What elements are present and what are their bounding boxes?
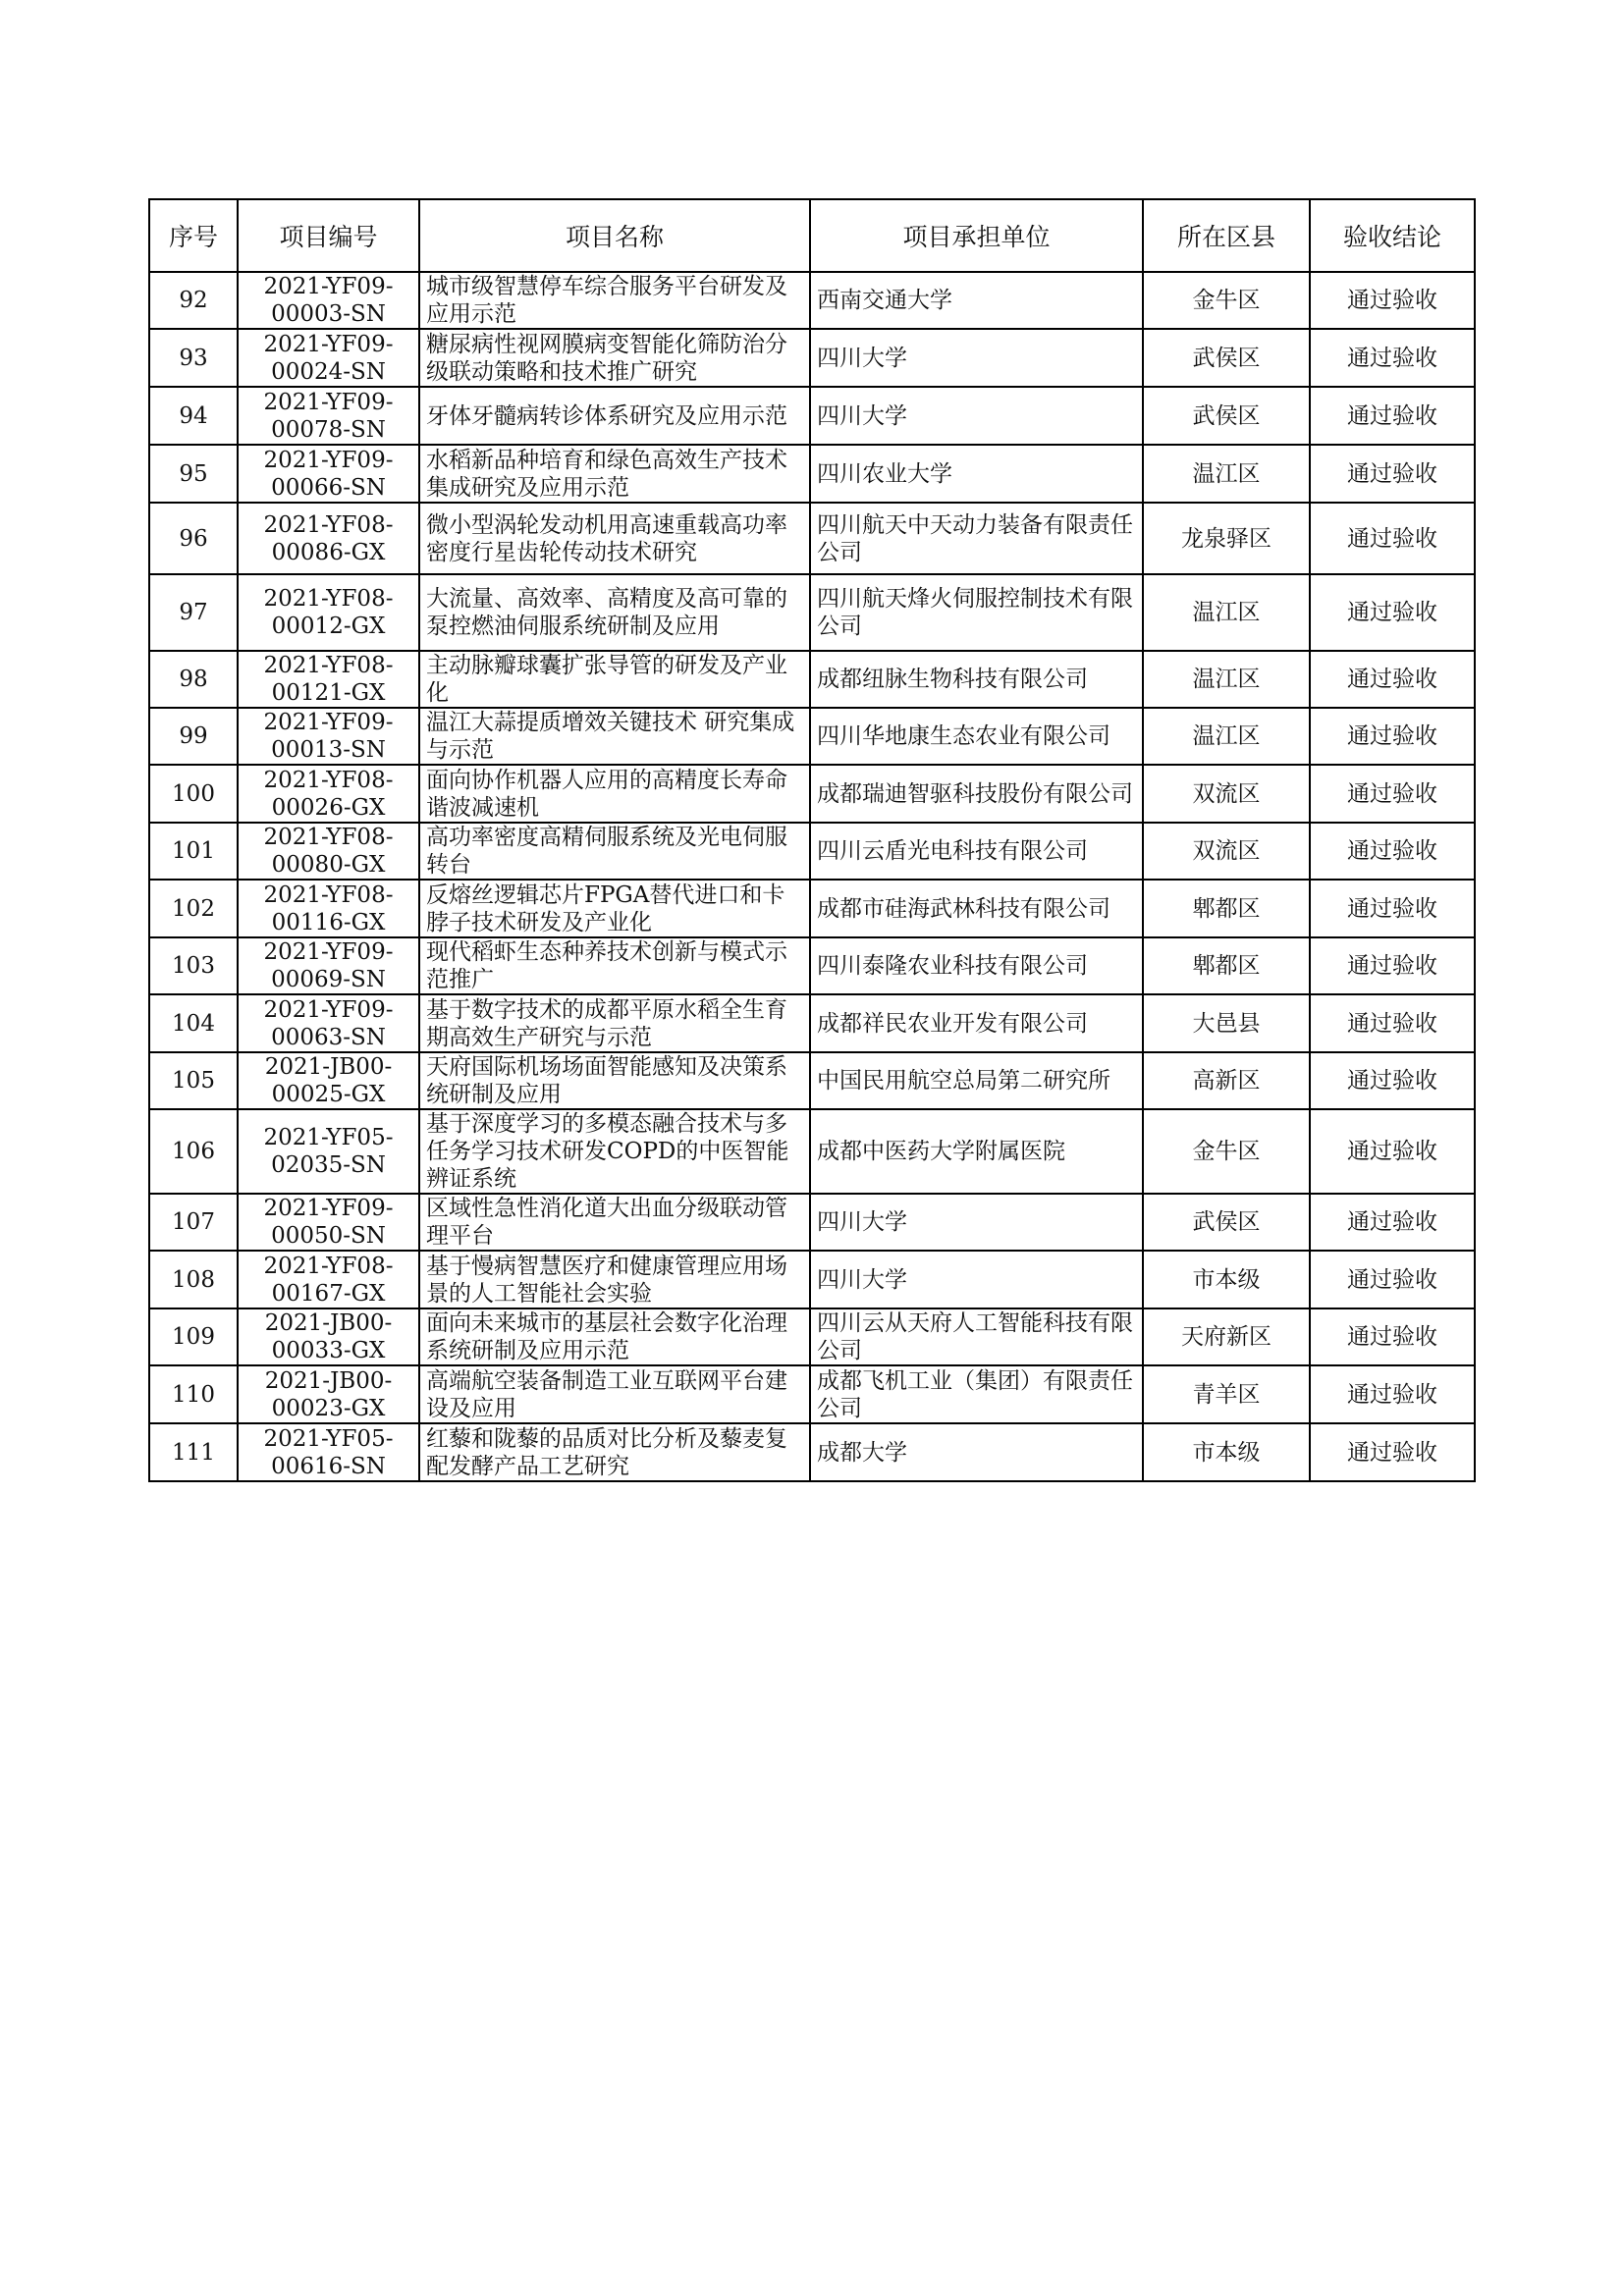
cell-unit: 四川华地康生态农业有限公司 (810, 708, 1143, 765)
cell-result: 通过验收 (1310, 445, 1475, 503)
table-row (149, 445, 1475, 503)
cell-code: 2021-JB00-00033-GX (238, 1308, 419, 1365)
acceptance-table (148, 198, 1476, 1482)
cell-result: 通过验收 (1310, 1109, 1475, 1194)
cell-district: 温江区 (1143, 574, 1310, 651)
cell-code: 2021-YF05-00616-SN (238, 1423, 419, 1481)
cell-unit: 西南交通大学 (810, 272, 1143, 329)
cell-code: 2021-YF09-00078-SN (238, 387, 419, 445)
table-header-row (149, 199, 1475, 272)
table-row (149, 937, 1475, 994)
cell-result: 通过验收 (1310, 1251, 1475, 1308)
cell-unit: 成都祥民农业开发有限公司 (810, 994, 1143, 1052)
table-row (149, 1251, 1475, 1308)
cell-code: 2021-YF08-00026-GX (238, 765, 419, 823)
cell-result: 通过验收 (1310, 503, 1475, 574)
cell-project-name: 现代稻虾生态种养技术创新与模式示范推广 (419, 937, 810, 994)
cell-code: 2021-YF09-00066-SN (238, 445, 419, 503)
cell-seq: 109 (149, 1308, 238, 1365)
cell-seq: 100 (149, 765, 238, 823)
cell-unit: 四川大学 (810, 1194, 1143, 1251)
table-row (149, 1308, 1475, 1365)
cell-district: 金牛区 (1143, 1109, 1310, 1194)
table-row (149, 880, 1475, 937)
table-row (149, 994, 1475, 1052)
cell-code: 2021-YF08-00121-GX (238, 651, 419, 708)
cell-code: 2021-YF09-00003-SN (238, 272, 419, 329)
cell-code: 2021-YF09-00013-SN (238, 708, 419, 765)
cell-seq: 111 (149, 1423, 238, 1481)
cell-seq: 102 (149, 880, 238, 937)
cell-seq: 101 (149, 823, 238, 880)
cell-district: 大邑县 (1143, 994, 1310, 1052)
cell-result: 通过验收 (1310, 1194, 1475, 1251)
cell-result: 通过验收 (1310, 708, 1475, 765)
cell-unit: 中国民用航空总局第二研究所 (810, 1052, 1143, 1109)
cell-district: 高新区 (1143, 1052, 1310, 1109)
table-row (149, 503, 1475, 574)
cell-result: 通过验收 (1310, 1423, 1475, 1481)
cell-district: 武侯区 (1143, 329, 1310, 387)
cell-unit: 四川云从天府人工智能科技有限公司 (810, 1308, 1143, 1365)
cell-district: 武侯区 (1143, 387, 1310, 445)
table-row (149, 1423, 1475, 1481)
cell-unit: 四川航天烽火伺服控制技术有限公司 (810, 574, 1143, 651)
cell-seq: 97 (149, 574, 238, 651)
cell-result: 通过验收 (1310, 937, 1475, 994)
cell-result: 通过验收 (1310, 1365, 1475, 1423)
cell-project-name: 基于数字技术的成都平原水稻全生育期高效生产研究与示范 (419, 994, 810, 1052)
cell-district: 龙泉驿区 (1143, 503, 1310, 574)
cell-code: 2021-YF05-02035-SN (238, 1109, 419, 1194)
cell-code: 2021-YF08-00080-GX (238, 823, 419, 880)
cell-unit: 成都中医药大学附属医院 (810, 1109, 1143, 1194)
cell-district: 武侯区 (1143, 1194, 1310, 1251)
cell-district: 天府新区 (1143, 1308, 1310, 1365)
cell-seq: 108 (149, 1251, 238, 1308)
cell-unit: 四川大学 (810, 1251, 1143, 1308)
cell-code: 2021-YF08-00086-GX (238, 503, 419, 574)
cell-project-name: 高端航空装备制造工业互联网平台建设及应用 (419, 1365, 810, 1423)
cell-seq: 92 (149, 272, 238, 329)
cell-district: 市本级 (1143, 1251, 1310, 1308)
cell-result: 通过验收 (1310, 272, 1475, 329)
cell-result: 通过验收 (1310, 823, 1475, 880)
cell-seq: 96 (149, 503, 238, 574)
cell-district: 双流区 (1143, 765, 1310, 823)
cell-district: 金牛区 (1143, 272, 1310, 329)
cell-result: 通过验收 (1310, 329, 1475, 387)
header-name: 项目名称 (419, 199, 810, 272)
cell-district: 温江区 (1143, 708, 1310, 765)
cell-unit: 四川大学 (810, 329, 1143, 387)
header-result: 验收结论 (1310, 199, 1475, 272)
cell-code: 2021-YF09-00069-SN (238, 937, 419, 994)
cell-project-name: 城市级智慧停车综合服务平台研发及应用示范 (419, 272, 810, 329)
table-row (149, 329, 1475, 387)
cell-code: 2021-YF09-00024-SN (238, 329, 419, 387)
cell-result: 通过验收 (1310, 1308, 1475, 1365)
cell-code: 2021-JB00-00025-GX (238, 1052, 419, 1109)
cell-code: 2021-YF08-00012-GX (238, 574, 419, 651)
cell-project-name: 糖尿病性视网膜病变智能化筛防治分级联动策略和技术推广研究 (419, 329, 810, 387)
table-body (149, 272, 1475, 1481)
cell-project-name: 高功率密度高精伺服系统及光电伺服转台 (419, 823, 810, 880)
cell-unit: 四川农业大学 (810, 445, 1143, 503)
table-row (149, 272, 1475, 329)
cell-code: 2021-YF08-00116-GX (238, 880, 419, 937)
cell-project-name: 温江大蒜提质增效关键技术 研究集成与示范 (419, 708, 810, 765)
cell-result: 通过验收 (1310, 880, 1475, 937)
table-row (149, 823, 1475, 880)
cell-district: 温江区 (1143, 651, 1310, 708)
table-row (149, 651, 1475, 708)
cell-unit: 成都纽脉生物科技有限公司 (810, 651, 1143, 708)
cell-code: 2021-YF09-00050-SN (238, 1194, 419, 1251)
table-row (149, 1194, 1475, 1251)
cell-seq: 99 (149, 708, 238, 765)
cell-result: 通过验收 (1310, 387, 1475, 445)
cell-district: 郫都区 (1143, 880, 1310, 937)
cell-district: 市本级 (1143, 1423, 1310, 1481)
cell-district: 郫都区 (1143, 937, 1310, 994)
cell-result: 通过验收 (1310, 994, 1475, 1052)
cell-unit: 成都市硅海武林科技有限公司 (810, 880, 1143, 937)
cell-project-name: 区域性急性消化道大出血分级联动管理平台 (419, 1194, 810, 1251)
header-code: 项目编号 (238, 199, 419, 272)
table-row (149, 1365, 1475, 1423)
cell-seq: 103 (149, 937, 238, 994)
cell-project-name: 微小型涡轮发动机用高速重载高功率密度行星齿轮传动技术研究 (419, 503, 810, 574)
cell-unit: 四川泰隆农业科技有限公司 (810, 937, 1143, 994)
table-row (149, 387, 1475, 445)
table-row (149, 708, 1475, 765)
cell-seq: 105 (149, 1052, 238, 1109)
cell-unit: 四川航天中天动力装备有限责任公司 (810, 503, 1143, 574)
table-row (149, 574, 1475, 651)
cell-project-name: 水稻新品种培育和绿色高效生产技术集成研究及应用示范 (419, 445, 810, 503)
cell-project-name: 主动脉瓣球囊扩张导管的研发及产业化 (419, 651, 810, 708)
table-row (149, 765, 1475, 823)
cell-seq: 110 (149, 1365, 238, 1423)
cell-seq: 104 (149, 994, 238, 1052)
table-row (149, 1109, 1475, 1194)
cell-project-name: 面向协作机器人应用的高精度长寿命谐波减速机 (419, 765, 810, 823)
cell-project-name: 基于深度学习的多模态融合技术与多任务学习技术研发COPD的中医智能辨证系统 (419, 1109, 810, 1194)
cell-project-name: 红藜和陇藜的品质对比分析及藜麦复配发酵产品工艺研究 (419, 1423, 810, 1481)
cell-seq: 107 (149, 1194, 238, 1251)
cell-project-name: 面向未来城市的基层社会数字化治理系统研制及应用示范 (419, 1308, 810, 1365)
cell-seq: 98 (149, 651, 238, 708)
cell-code: 2021-YF09-00063-SN (238, 994, 419, 1052)
cell-project-name: 基于慢病智慧医疗和健康管理应用场景的人工智能社会实验 (419, 1251, 810, 1308)
cell-district: 青羊区 (1143, 1365, 1310, 1423)
cell-result: 通过验收 (1310, 765, 1475, 823)
cell-unit: 四川云盾光电科技有限公司 (810, 823, 1143, 880)
table-row (149, 1052, 1475, 1109)
cell-seq: 106 (149, 1109, 238, 1194)
cell-seq: 94 (149, 387, 238, 445)
cell-district: 温江区 (1143, 445, 1310, 503)
cell-code: 2021-YF08-00167-GX (238, 1251, 419, 1308)
cell-result: 通过验收 (1310, 1052, 1475, 1109)
cell-seq: 93 (149, 329, 238, 387)
cell-project-name: 牙体牙髓病转诊体系研究及应用示范 (419, 387, 810, 445)
cell-unit: 成都瑞迪智驱科技股份有限公司 (810, 765, 1143, 823)
header-unit: 项目承担单位 (810, 199, 1143, 272)
cell-district: 双流区 (1143, 823, 1310, 880)
cell-result: 通过验收 (1310, 651, 1475, 708)
cell-project-name: 大流量、高效率、高精度及高可靠的泵控燃油伺服系统研制及应用 (419, 574, 810, 651)
cell-project-name: 天府国际机场场面智能感知及决策系统研制及应用 (419, 1052, 810, 1109)
cell-result: 通过验收 (1310, 574, 1475, 651)
header-seq: 序号 (149, 199, 238, 272)
cell-unit: 四川大学 (810, 387, 1143, 445)
cell-code: 2021-JB00-00023-GX (238, 1365, 419, 1423)
cell-unit: 成都大学 (810, 1423, 1143, 1481)
header-district: 所在区县 (1143, 199, 1310, 272)
cell-seq: 95 (149, 445, 238, 503)
cell-project-name: 反熔丝逻辑芯片FPGA替代进口和卡脖子技术研发及产业化 (419, 880, 810, 937)
cell-unit: 成都飞机工业（集团）有限责任公司 (810, 1365, 1143, 1423)
